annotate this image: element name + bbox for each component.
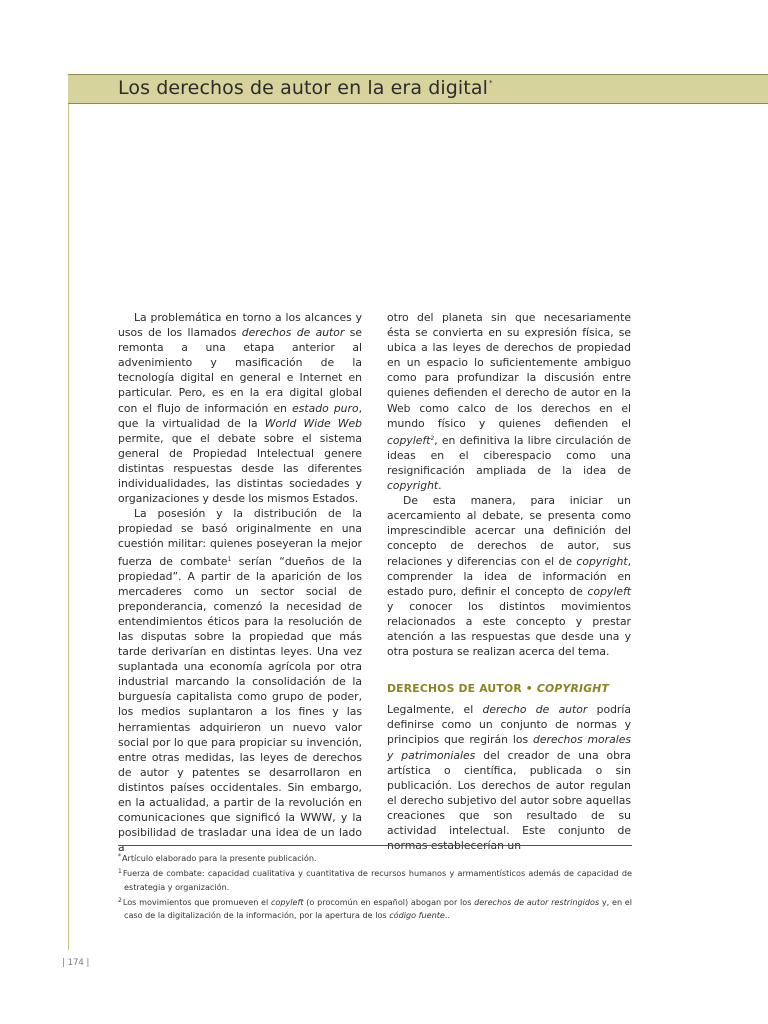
- left-column: [118, 310, 362, 855]
- emphasis: derecho de autor: [482, 703, 588, 717]
- left-margin-rule: [68, 104, 69, 950]
- footnote-ref: 2: [430, 434, 435, 442]
- emphasis: copyleft: [270, 896, 304, 907]
- footnote-1: [118, 865, 632, 894]
- text-run: La problemática en torno a los alcances y usos de los llamados: [118, 311, 362, 340]
- text-run: , en definitiva la libre circulación de ideas en el ciberespacio como una resignificación ampliada de la idea de: [387, 433, 631, 477]
- footnote-text: y, en el caso de la digitalización de la información, por la apertura de los: [124, 896, 633, 921]
- text-run: La posesión y la distribución de la propiedad se basó originalmente en una cuestión militar: quienes poseyeran la mejor fuerza de combate: [118, 507, 362, 568]
- emphasis: copyleft: [387, 433, 431, 447]
- title-band: [68, 74, 768, 104]
- footnote-marker: *: [118, 853, 121, 860]
- text-run: .: [438, 479, 442, 493]
- paragraph: [387, 493, 631, 659]
- paragraph: [118, 310, 362, 506]
- text-run: otro del planeta sin que necesariamente ésta se convierta en su expresión física, se ubica a las leyes de derechos de propiedad en un espacio lo suficientemente ambiguo como para profundizar la discusión entre quienes defienden el derecho de autor en la Web como calco de los derechos en el mundo físico y quienes defienden el: [387, 311, 631, 430]
- footnote-text: Los movimientos que promueven el: [122, 896, 271, 907]
- footnote-ref: 1: [227, 555, 232, 563]
- paragraph: [118, 506, 362, 855]
- text-run: se remonta a una etapa anterior al advenimiento y masificación de la tecnología digital en general e Internet en particular. Pero, es en la era digital global con el flujo de información en: [118, 326, 362, 415]
- emphasis: World Wide Web: [264, 416, 362, 430]
- emphasis: derechos de autor restringidos: [474, 896, 600, 907]
- section-heading: [387, 681, 631, 696]
- title-footnote-marker: *: [488, 79, 493, 87]
- footnote-text: (o procomún en español) abogan por los: [303, 896, 475, 907]
- footnote-text: Fuerza de combate: capacidad cualitativa y cuantitativa de recursos humanos y armamentísticos además de capacidad de estrategia y organización.: [122, 868, 632, 892]
- text-run: podría definirse como un conjunto de normas y principios que regirán los: [387, 703, 631, 747]
- paragraph: [387, 702, 631, 853]
- page-title: [118, 77, 493, 99]
- text-run: permite, que el debate sobre el sistema general de Propiedad Intelectual genere distintas respuestas desde las diferentes individualidades, las distintas sociedades y organizaciones y desde los mismos Estados.: [118, 431, 362, 506]
- text-run: serían “dueños de la propiedad”. A partir de la aparición de los mercaderes como un sector social de preponderancia, comenzó la necesidad de entendimientos éticos para la resolución de las disputas sobre la propiedad que más tarde derivarían en distintas leyes. Una vez suplantada una economía agrícola por otra industrial marcando la consolidación de la burguesía capitalista como grupo de poder, los medios suplantaron a los fines y las herramientas adquirieron un nuevo valor social por lo que para propiciar su invención, entre otras medidas, las leyes de derechos de autor y patentes se desarrollaron en distintos países occidentales. Sin embargo, en la actualidad, a partir de la revolución en comunicaciones que significó la WWW, y la posibilidad de trasladar una idea de un lado a: [118, 554, 363, 855]
- text-run: del creador de una obra artística o científica, publicada o sin publicación. Los derechos de autor regulan el derecho subjetivo del autor sobre aquellas creaciones que son resultado de su actividad intelectual. Este conjunto de normas establecerían un: [387, 748, 631, 853]
- paragraph: [387, 310, 631, 493]
- page-title-text: Los derechos de autor en la era digital: [118, 77, 488, 99]
- footnote-text: ..: [444, 910, 451, 921]
- heading-text: DERECHOS DE AUTOR •: [387, 682, 537, 696]
- page-number: | 174 |: [62, 958, 90, 968]
- heading-emphasis: COPYRIGHT: [536, 682, 610, 696]
- emphasis: derechos morales y patrimoniales: [387, 733, 631, 762]
- emphasis: derechos de autor: [241, 326, 345, 340]
- footnote-marker: 2: [118, 896, 122, 904]
- emphasis: estado puro: [292, 401, 359, 415]
- footnote-text: Artículo elaborado para la presente publicación.: [122, 853, 317, 863]
- text-run: Legalmente, el: [387, 703, 483, 717]
- text-run: , que la virtualidad de la: [118, 401, 363, 430]
- text-run: , comprender la idea de información en estado puro, definir el concepto de: [387, 554, 631, 598]
- footnote-marker: 1: [118, 868, 122, 876]
- text-run: De esta manera, para iniciar un acercamiento al debate, se presenta como imprescindible acercar una definición del concepto de derechos de autor, sus relaciones y diferencias con el de: [387, 494, 631, 568]
- emphasis: copyleft: [587, 584, 631, 598]
- emphasis: copyright: [387, 479, 439, 493]
- right-column: [387, 310, 631, 853]
- emphasis: código fuente: [389, 910, 445, 921]
- footnote-divider: [118, 845, 632, 846]
- footnote-2: [118, 894, 632, 923]
- text-run: y conocer los distintos movimientos relacionados a este concepto y prestar atención a las respuestas que desde una y otra postura se realizan acerca del tema.: [387, 599, 631, 659]
- footnote-star: [118, 850, 632, 865]
- emphasis: copyright: [576, 554, 628, 568]
- footnotes: [118, 850, 632, 922]
